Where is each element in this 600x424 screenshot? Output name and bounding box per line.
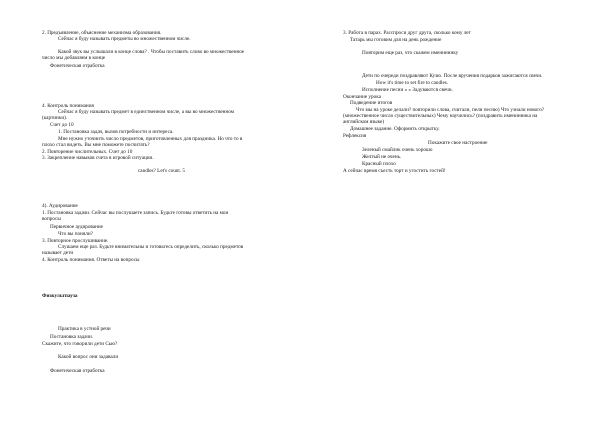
text-line: Какой звук вы услышали в конце слова? . Чтобы поставить слово во множественное <box>58 49 245 55</box>
text-line: число мы добавляем в конце <box>42 55 106 61</box>
text-line: 3. Повторное прослушивание. <box>42 238 109 244</box>
text-line: Повторим еще раз, что скажем имениннику <box>362 50 459 56</box>
section-2-title: 2. Предъявление, объяснение механизма образования. <box>42 30 162 36</box>
text-line: How it's time to set fire to candles. <box>376 80 449 86</box>
text-line: Слушаем еще раз. Будьте внимательны и готовьтесь определить, сколько предметов <box>58 244 244 250</box>
text-line: Скажите, что говорили дети Сью? <box>42 341 118 347</box>
text-line: (множественное число существительных) Чему научились? (поздравить именинника на <box>343 113 538 119</box>
text-line: 3. Закрепление навыков счета в игровой ситуации. <box>42 155 154 161</box>
text-line: candles? Let's count. 5 <box>138 168 186 174</box>
text-line: Практика в устной речи <box>58 326 111 332</box>
text-line: Фонетическая отработка <box>50 368 105 374</box>
text-line: Счет до 10 <box>50 122 74 128</box>
text-line: (картинки). <box>42 115 68 121</box>
text-line: 4. Контроль понимания. Ответы на вопросы <box>42 257 140 263</box>
text-line: Что вы поняли? <box>58 231 93 237</box>
text-line: 2. Повторение числительных. Счет до 10 <box>42 149 133 155</box>
text-line: Татарь мы готовим для на день рождение <box>350 37 442 43</box>
text-line: Красный плохо <box>362 161 396 167</box>
text-line: Мне нужно уточнить число предметов, приготовленных для праздника. Но что то в <box>58 136 243 142</box>
text-line: 1. Постановка задачи. Сейчас вы послушаете запись. Будьте готовы ответить на мои <box>42 210 229 216</box>
text-line: Подведение итогов <box>350 100 393 106</box>
text-line: Сейчас я буду называть предметы во множественном числе. <box>58 36 191 42</box>
text-line: Постановка задачи. <box>50 334 94 340</box>
text-line: плохо стал видеть. Вы мне поможете посчитать? <box>42 142 150 148</box>
text-line: А сейчас время съесть торт и угостить гостей! <box>343 168 446 174</box>
text-line: вопросы <box>42 216 61 222</box>
text-line: Фонетическая отработка <box>50 63 105 69</box>
text-line: Домашнее задание. Оформить открытку. <box>350 126 440 132</box>
text-line: Дети по очереди поздравляют Кузю. После вручения подарков зажигаются свечи. <box>362 73 543 79</box>
text-line: Желтый не очень. <box>362 154 402 160</box>
text-line: Покажите свое настроение <box>428 140 488 146</box>
text-line: Какой вопрос они задавали <box>58 354 119 360</box>
text-line: Зеленый смайлик очень хорошо <box>362 147 433 153</box>
fizkultpauza-heading: Физкультпауза <box>42 293 78 299</box>
text-line: 3. Работа в парах. Расспроси друг друга, сколько кому лет <box>343 30 471 36</box>
text-line: Первичное аудирование <box>50 224 103 230</box>
text-line: Рефлексия <box>343 133 367 139</box>
text-line: 1. Постановка задач, вызов потребности и интереса. <box>58 129 174 135</box>
audio-section-title: 4). Аудирование <box>42 203 78 209</box>
text-line: называет дети <box>42 250 74 256</box>
text-line: английском языке) <box>343 119 385 125</box>
section-4-title: 4. Контроль понимания <box>42 103 94 109</box>
text-line: Исполнение песни « » Задуваются свечи. <box>362 87 453 93</box>
text-line: Что мы на уроке делали? повторили слова, считали, пели песню) Что узнали нового? <box>356 107 545 113</box>
text-line: Окончание урока <box>343 94 381 100</box>
text-line: Сейчас я буду называть предмет в единственном числе, а вы во множественном <box>58 109 235 115</box>
